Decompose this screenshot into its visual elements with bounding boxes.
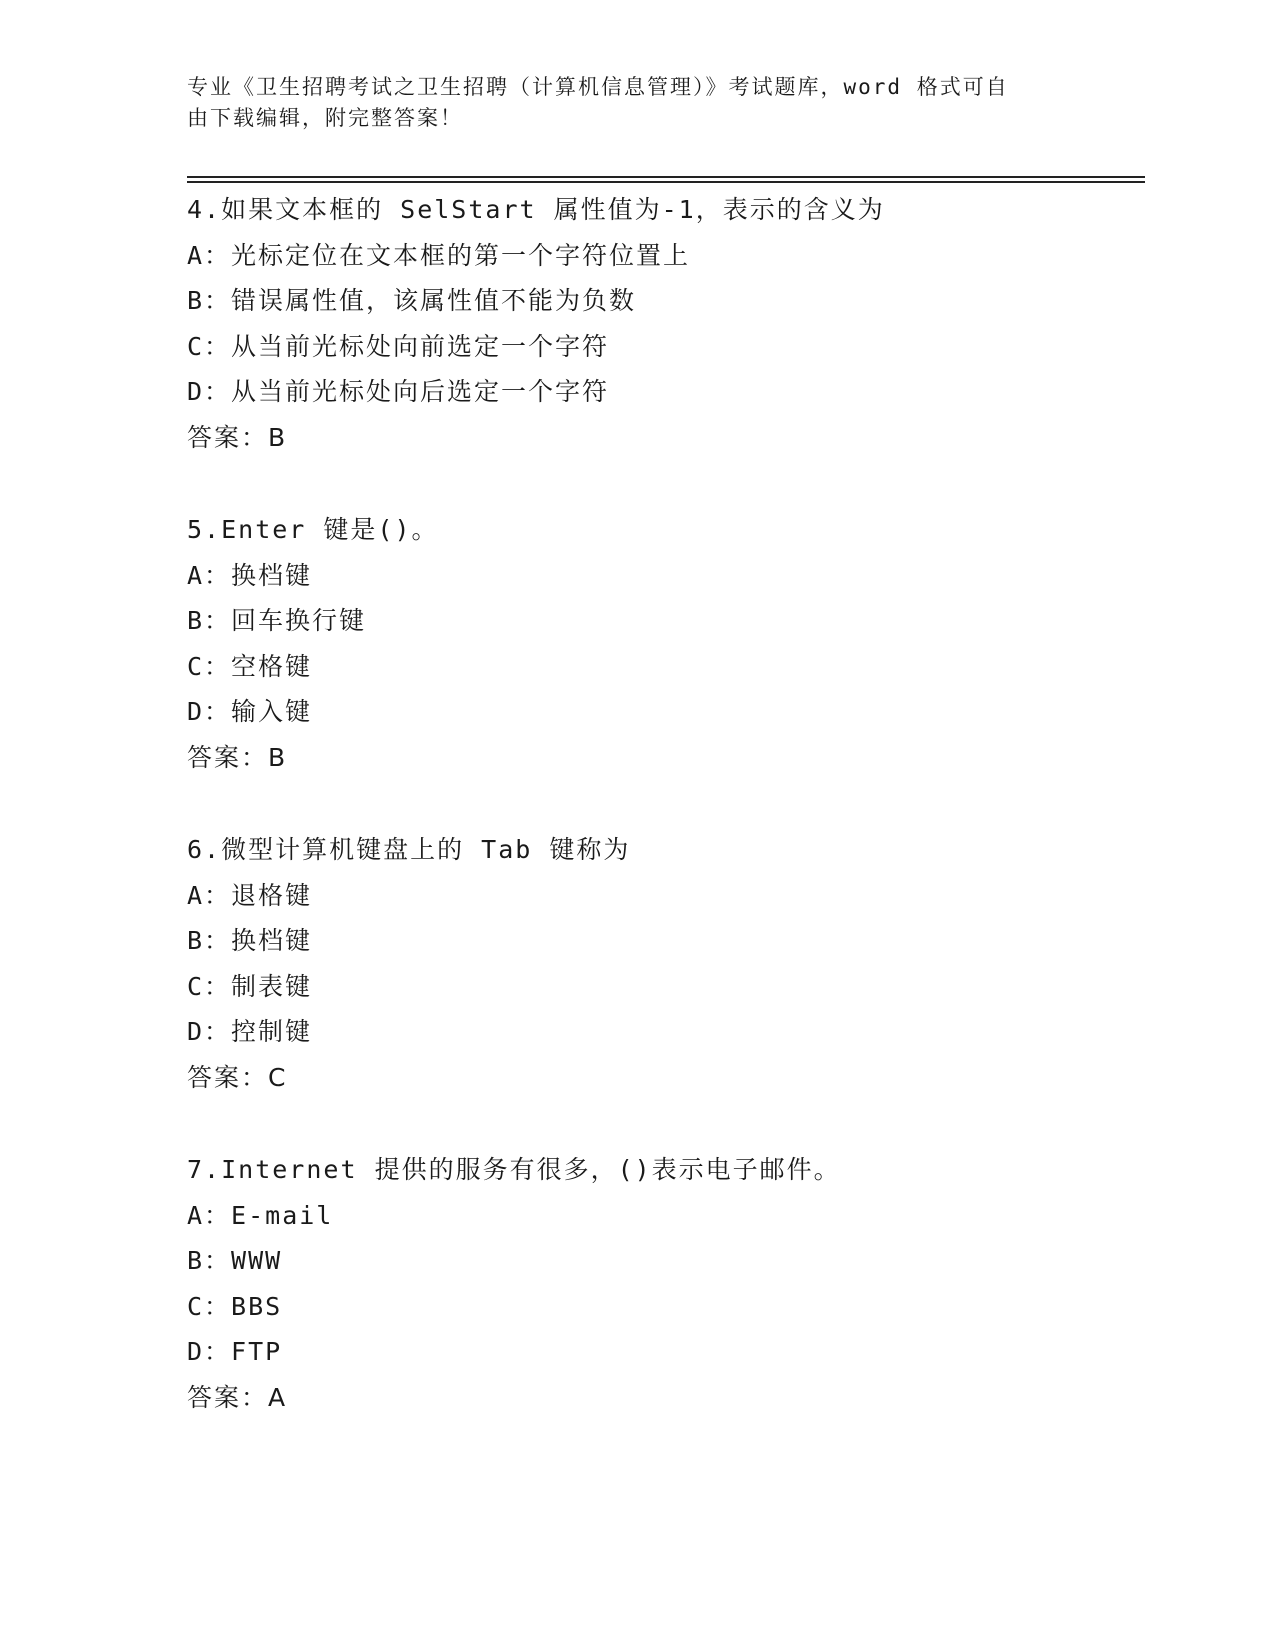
answer: 答案：C — [187, 1062, 288, 1092]
answer: 答案：B — [187, 422, 288, 452]
header-rule-bottom — [187, 181, 1145, 183]
question-6 — [187, 827, 1137, 1100]
header-line-2: 由下载编辑，附完整答案！ — [187, 106, 463, 130]
question-5 — [187, 507, 1137, 780]
option-b: B：WWW — [187, 1246, 283, 1275]
option-d: D：控制键 — [187, 1017, 313, 1046]
header-rule-top — [187, 176, 1145, 178]
option-c: C：从当前光标处向前选定一个字符 — [187, 331, 610, 361]
option-c: C：BBS — [187, 1291, 283, 1321]
option-a: A：光标定位在文本框的第一个字符位置上 — [187, 240, 691, 270]
option-a: A：退格键 — [187, 880, 313, 910]
option-b: B：回车换行键 — [187, 606, 367, 635]
option-d: D：从当前光标处向后选定一个字符 — [187, 377, 610, 406]
option-d: D：FTP — [187, 1337, 283, 1366]
document-header — [187, 72, 1087, 134]
option-a: A：换档键 — [187, 560, 313, 590]
question-text: 7.Internet 提供的服务有很多，()表示电子邮件。 — [187, 1155, 841, 1184]
question-list — [187, 187, 1137, 1420]
header-line-1: 专业《卫生招聘考试之卫生招聘（计算机信息管理）》考试题库，word 格式可自 — [187, 75, 1009, 99]
option-b: B：错误属性值，该属性值不能为负数 — [187, 286, 637, 315]
option-c: C：空格键 — [187, 651, 313, 681]
option-d: D：输入键 — [187, 697, 313, 726]
answer: 答案：A — [187, 1382, 288, 1412]
option-b: B：换档键 — [187, 926, 313, 955]
question-text: 6.微型计算机键盘上的 Tab 键称为 — [187, 835, 631, 864]
question-text: 4.如果文本框的 SelStart 属性值为-1，表示的含义为 — [187, 195, 885, 224]
option-a: A：E-mail — [187, 1200, 334, 1230]
question-4 — [187, 187, 1137, 460]
answer: 答案：B — [187, 742, 288, 772]
option-c: C：制表键 — [187, 971, 313, 1001]
question-7 — [187, 1147, 1137, 1420]
question-text: 5.Enter 键是()。 — [187, 515, 439, 544]
